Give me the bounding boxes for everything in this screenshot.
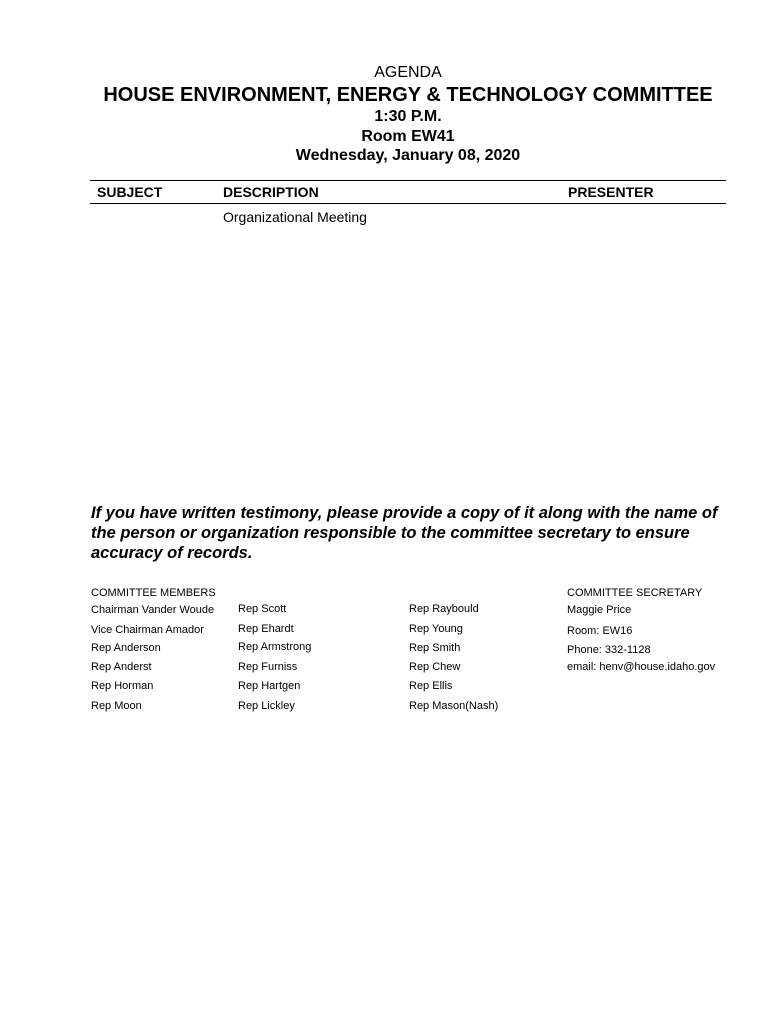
committee-secretary-heading: COMMITTEE SECRETARY — [567, 587, 703, 599]
column-header-subject: SUBJECT — [97, 184, 163, 200]
meeting-date: Wednesday, January 08, 2020 — [295, 147, 521, 164]
member-name: Rep Armstrong — [238, 641, 312, 653]
member-name: Rep Lickley — [238, 700, 295, 712]
table-header-rule — [90, 203, 726, 204]
secretary-email: email: henv@house.idaho.gov — [567, 661, 716, 673]
committee-title: HOUSE ENVIRONMENT, ENERGY & TECHNOLOGY COMMITTEE — [103, 84, 713, 106]
member-name: Chairman Vander Woude — [91, 604, 215, 616]
member-name: Rep Chew — [409, 661, 461, 673]
member-name: Rep Mason(Nash) — [409, 700, 499, 712]
column-header-presenter: PRESENTER — [568, 184, 654, 200]
secretary-name: Maggie Price — [567, 604, 632, 616]
agenda-item-description: Organizational Meeting — [223, 209, 367, 225]
column-header-description: DESCRIPTION — [223, 184, 319, 200]
member-name: Rep Ehardt — [238, 623, 294, 635]
table-top-rule — [90, 180, 726, 181]
member-name: Vice Chairman Amador — [91, 624, 204, 636]
testimony-note: If you have written testimony, please provide a copy of it along with the name of the person or organization responsible to the committee secretary to ensure accuracy of records. — [91, 504, 718, 562]
member-name: Rep Anderson — [91, 642, 161, 654]
member-name: Rep Ellis — [409, 680, 453, 692]
member-name: Rep Furniss — [238, 661, 298, 673]
committee-members-heading: COMMITTEE MEMBERS — [91, 587, 216, 599]
member-name: Rep Smith — [409, 642, 461, 654]
agenda-label: AGENDA — [374, 64, 442, 81]
secretary-room: Room: EW16 — [567, 625, 633, 637]
member-name: Rep Scott — [238, 603, 287, 615]
meeting-room: Room EW41 — [361, 128, 455, 145]
member-name: Rep Raybould — [409, 603, 479, 615]
member-name: Rep Anderst — [91, 661, 152, 673]
member-name: Rep Moon — [91, 700, 142, 712]
member-name: Rep Horman — [91, 680, 154, 692]
member-name: Rep Young — [409, 623, 463, 635]
meeting-time: 1:30 P.M. — [374, 108, 442, 125]
secretary-phone: Phone: 332-1128 — [567, 644, 651, 656]
member-name: Rep Hartgen — [238, 680, 301, 692]
